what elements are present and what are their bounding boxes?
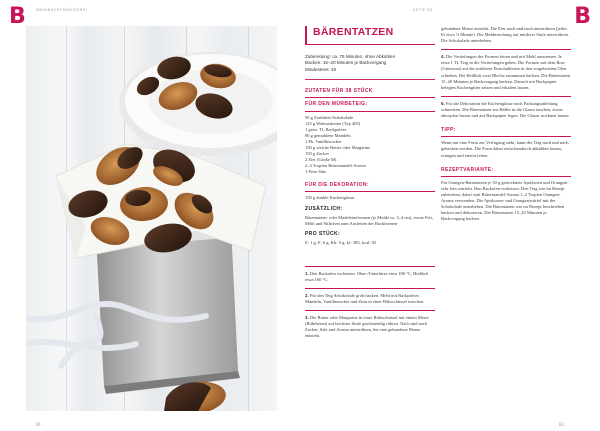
ingredient-item: 2–3 Tropfen Bittermandel-Aroma (305, 163, 366, 169)
per-piece-heading: PRO STÜCK: (305, 231, 341, 238)
recipe-column-left (305, 26, 435, 339)
page-number-left: 81 (36, 422, 42, 427)
ingredient-item: 125 g Walnusskerne (Typ 405) (305, 120, 361, 126)
step-text: Die Vertiefungen der Formen fetten und mit Mehl ausstreuen. Je etwa 1 TL Teig in die Vertiefungen geben. Die Formen auf dem Rost (Gitterrost) auf der mittleren Einschubleiste in den vorgeheizten Ofen schieben. Bei Heißluft zwei Bleche zusammen backen. Die Bärentatzen 15–20 Minuten je Backvorgang backen. Danach mit Backpapier belegtes Kuchengitter setzen und erkalten lassen. (441, 54, 571, 90)
ingredient-item: 150 g Zucker (305, 151, 329, 157)
corner-letter-left: B (9, 4, 26, 29)
ingredient-item: 80 g gemahlene Mandeln (305, 132, 351, 138)
meta-yield: Mindestens: 40 (305, 66, 337, 72)
corner-letter-right: B (574, 4, 591, 29)
running-head-right: SEITE 82 (413, 8, 433, 12)
decor-rule (305, 191, 435, 192)
variant-rule (441, 176, 571, 177)
running-head-left: WEIHNACHTSBÄCKEREI (36, 8, 88, 12)
tip-heading: TIPP: (441, 127, 456, 134)
step-continuation: gebundene Masse entsteht. Die Eier nach und nach unterrühren (jedes Ei etwa ½ Minute). Die Mehlmischung auf mittlerer Stufe unterrühren. Die Schokolade unterheben. (441, 26, 569, 44)
step-number: 3. (305, 314, 309, 320)
meta-rule (305, 79, 435, 80)
step-number: 1. (305, 270, 309, 276)
variant-text: Für Orangen-Bärentatzen je 50 g getrocknete Aprikosen und Orangeat sehr fein würfeln. Den Backofen vorheizen. Den Teig wie im Rezept zubereiten, dabei statt Bittermandel-Aroma 1–2 Tropfen Orangen-Aroma verwenden. Die Aprikosen- und Orangeatwürfel mit der Schokolade unterheben. Die Bärentatzen wie im Rezept beschrieben backen und dekorieren. Die Bärentatzen 15–20 Minuten je Backvorgang backen. (441, 179, 568, 222)
step (441, 96, 571, 119)
recipe-title: BÄRENTATZEN (313, 26, 394, 38)
ingredient-item: 1 gestr. TL Backpulver (305, 126, 347, 132)
step-number: 5. (441, 100, 445, 106)
page-number-right: 82 (558, 422, 564, 427)
step (441, 49, 571, 91)
dough-rule (305, 111, 435, 112)
ingredient-item: 1 Pk. Vanillinzucker (305, 139, 342, 144)
step-number: 4. (441, 54, 445, 60)
ingredient-item: 2 Eier (Größe M) (305, 157, 337, 163)
step-text: Die Butter oder Margarine in einer Rührschüssel mit einem Mixer (Rührbesen) auf höchster Stufe geschmeidig rühren. Nach und nach Zucker, Salz und Aroma unterrühren, bis eine gebundene Masse entsteht. (305, 314, 429, 339)
ingredients-heading: ZUTATEN FÜR 38 STÜCK (305, 88, 373, 95)
recipe-photo (26, 26, 277, 411)
variant-heading: REZEPTVARIANTE: (441, 166, 494, 173)
title-rule (307, 44, 435, 45)
title-box (305, 26, 435, 45)
ingredient-item: 150 g weiche Butter oder Margarine (305, 145, 371, 151)
step-text: Den Backofen vorheizen. Ober-/Unterhitze etwa 180 °C, Heißluft etwa 160 °C. (305, 270, 429, 282)
tip-text: Wenn nur eine Form zur Verfügung steht, kann der Teig nach und nach gebacken werden. Die Form dabei zwischendurch abkühlen lassen, reinigen und erneut fetten. (441, 140, 569, 158)
per-piece-text: E: 1 g, F: 6 g, Kh: 9 g, kJ: 385, kcal: 92 (305, 240, 377, 246)
step (305, 266, 435, 283)
meta-bake: Backen: 15–20 Minuten je Backvorgang (305, 60, 387, 66)
step-text: Für die Dekoration die Kuchenglasur nach Packungsanleitung schmelzen. Die Bärentatzen zur Hälfte in die Glasur tauchen, etwas abtropfen lassen und auf Backpapier legen. Die Glasur trocknen lassen. (441, 100, 570, 119)
dough-heading: FÜR DEN MÜRBETEIG: (305, 101, 368, 108)
ingredient-item: 1 Prise Salz (305, 169, 327, 175)
ingredient-item: 150 g dunkle Kuchenglasur (305, 194, 355, 200)
step (305, 310, 435, 339)
recipe-column-right (441, 26, 571, 225)
step-text: Für den Teig Schokolade grob hacken. Mehl mit Backpulver, Mandeln, Vanillinzucker und Zimt in einer Rührschüssel mischen. (305, 292, 425, 304)
meta-prep: Zubereitung: ca. 75 Minuten, ohne Abkühlen (305, 54, 396, 59)
tip-rule (441, 136, 571, 137)
decor-heading: FÜR DIE DEKORATION: (305, 181, 369, 188)
ingredient-item: 50 g Zartbitter-Schokolade (305, 114, 354, 120)
extra-text: Bärentatzen- oder Madeleineformen (je Mulde ca. 3–4 cm), etwas Fett, Mehl und Stiftchen zum Ausfetten der Backformen (305, 215, 433, 227)
ingredients-rule (305, 97, 435, 98)
cookies-illustration (26, 26, 277, 411)
step-number: 2. (305, 292, 309, 298)
extra-heading: ZUSÄTZLICH: (305, 205, 343, 212)
step (305, 288, 435, 305)
